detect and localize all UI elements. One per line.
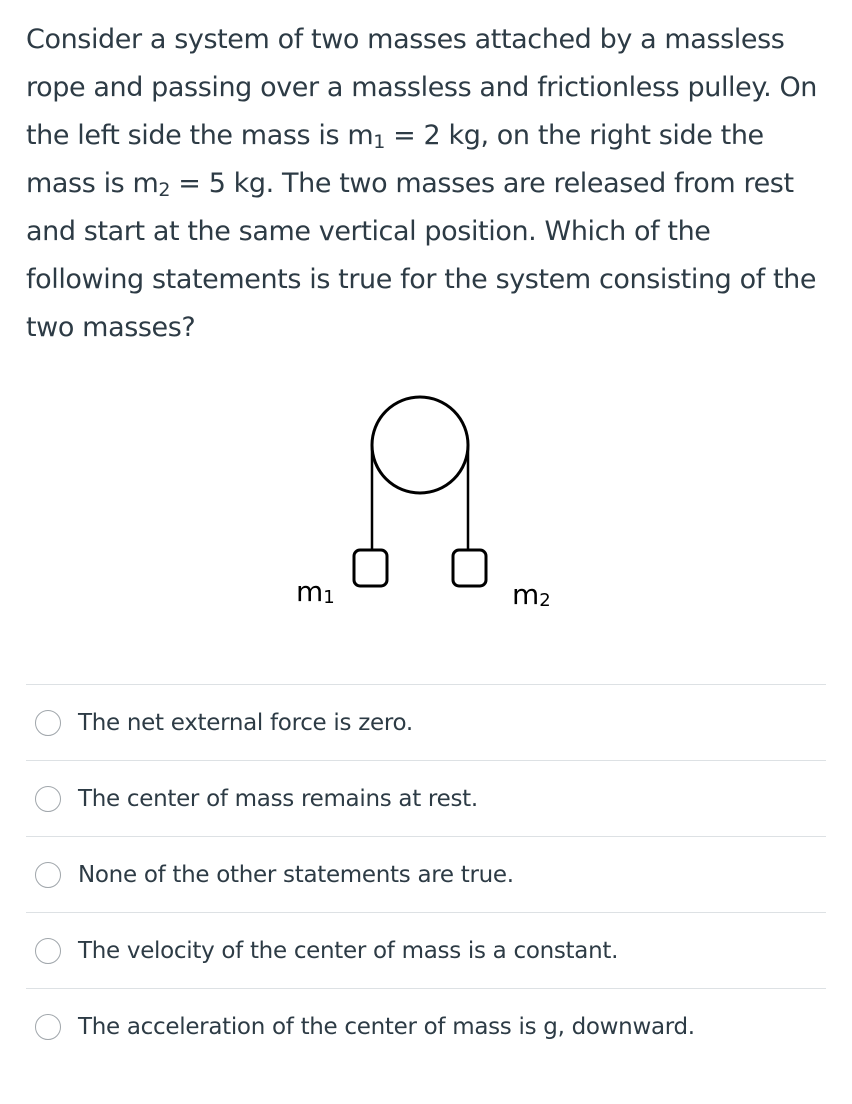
radio-button[interactable] [35,862,61,888]
m1-subscript: 1 [373,131,385,153]
left-mass-label-text: m [296,575,324,608]
question-text-part: Consider a system of two masses attached by a massless rope and passing over a massless and frictionless pulley. On the left side the mass is m [26,24,818,151]
left-mass-subscript: 1 [323,587,335,608]
answer-list [26,684,826,1064]
answer-option-1[interactable] [26,684,826,760]
radio-button[interactable] [35,1014,61,1040]
answer-label: None of the other statements are true. [78,861,514,888]
pulley-diagram [280,385,600,635]
answer-option-2[interactable] [26,760,826,836]
answer-label: The net external force is zero. [78,709,413,736]
radio-button[interactable] [35,938,61,964]
answer-label: The velocity of the center of mass is a constant. [78,937,619,964]
answer-option-3[interactable] [26,836,826,912]
answer-option-5[interactable] [26,988,826,1064]
radio-button[interactable] [35,786,61,812]
answer-label: The acceleration of the center of mass is g, downward. [78,1013,695,1040]
answer-option-4[interactable] [26,912,826,988]
answer-label: The center of mass remains at rest. [78,785,478,812]
question-text-part: = 5 kg. The two masses are released from rest and start at the same vertical position. Which of the following statements is true for the system consisting of the two masses? [26,168,817,343]
question-text-part: = 2 kg, on the right side the mass is m [26,120,764,199]
right-mass-label [512,578,551,611]
left-mass-label [296,575,335,608]
question-text [26,16,826,352]
left-mass-block [354,550,387,586]
pulley-wheel [372,397,468,493]
right-mass-subscript: 2 [539,590,551,611]
right-mass-label-text: m [512,578,540,611]
radio-button[interactable] [35,710,61,736]
m2-subscript: 2 [158,179,171,201]
right-mass-block [453,550,486,586]
